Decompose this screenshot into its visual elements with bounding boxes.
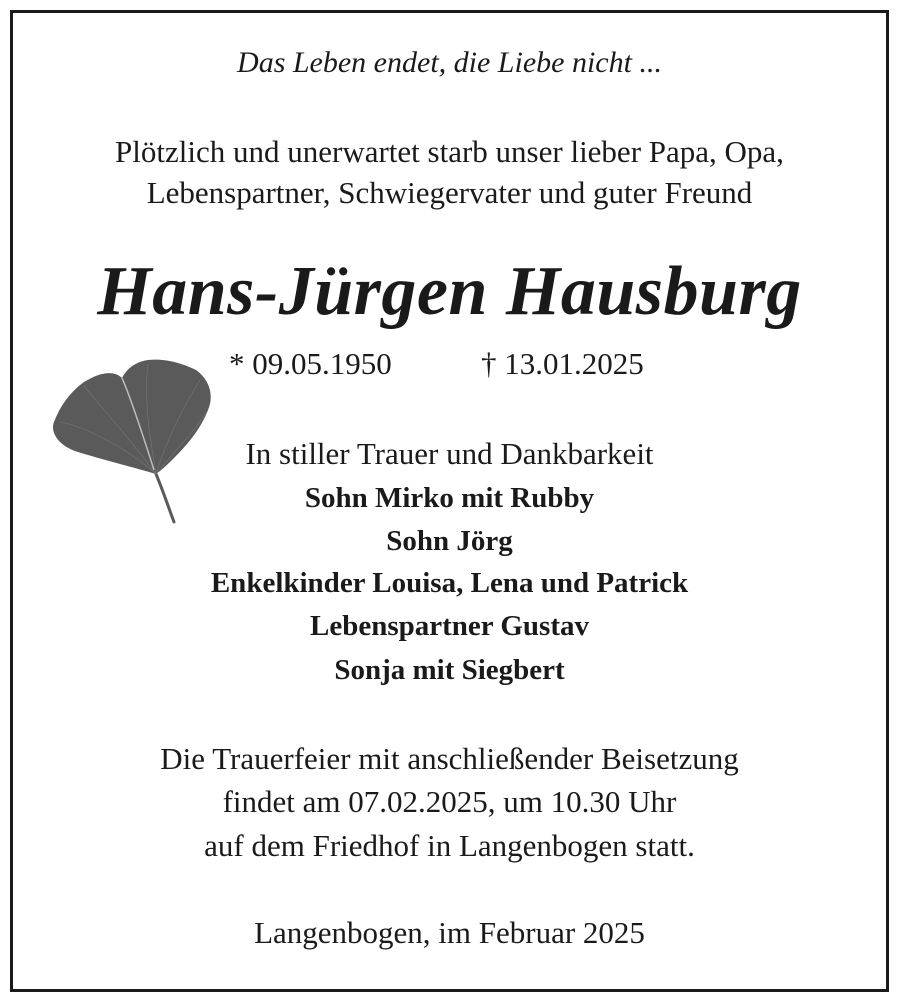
family-member: Lebenspartner Gustav	[309, 610, 589, 642]
service-line-1: Die Trauerfeier mit anschließender Beisetzung	[160, 741, 739, 776]
family-member: Sonja mit Siegbert	[334, 654, 565, 686]
deceased-name: Hans-Jürgen Hausburg	[97, 253, 802, 330]
family-member: Sohn Mirko mit Rubby	[304, 482, 595, 514]
service-line-2: findet am 07.02.2025, um 10.30 Uhr	[222, 784, 677, 819]
family-member: Enkelkinder Louisa, Lena und Patrick	[210, 567, 689, 599]
intro-line-2: Lebenspartner, Schwiegervater und guter Freund	[146, 175, 753, 210]
death-date: † 13.01.2025	[481, 346, 644, 381]
place-date: Langenbogen, im Februar 2025	[254, 915, 645, 950]
motto: Das Leben endet, die Liebe nicht ...	[237, 46, 662, 79]
intro-line-1: Plötzlich und unerwartet starb unser lieber Papa, Opa,	[115, 134, 784, 169]
birth-date: * 09.05.1950	[229, 346, 392, 381]
service-line-3: auf dem Friedhof in Langenbogen statt.	[204, 828, 695, 863]
family-member: Sohn Jörg	[386, 525, 513, 557]
mourning-line: In stiller Trauer und Dankbarkeit	[245, 436, 654, 471]
